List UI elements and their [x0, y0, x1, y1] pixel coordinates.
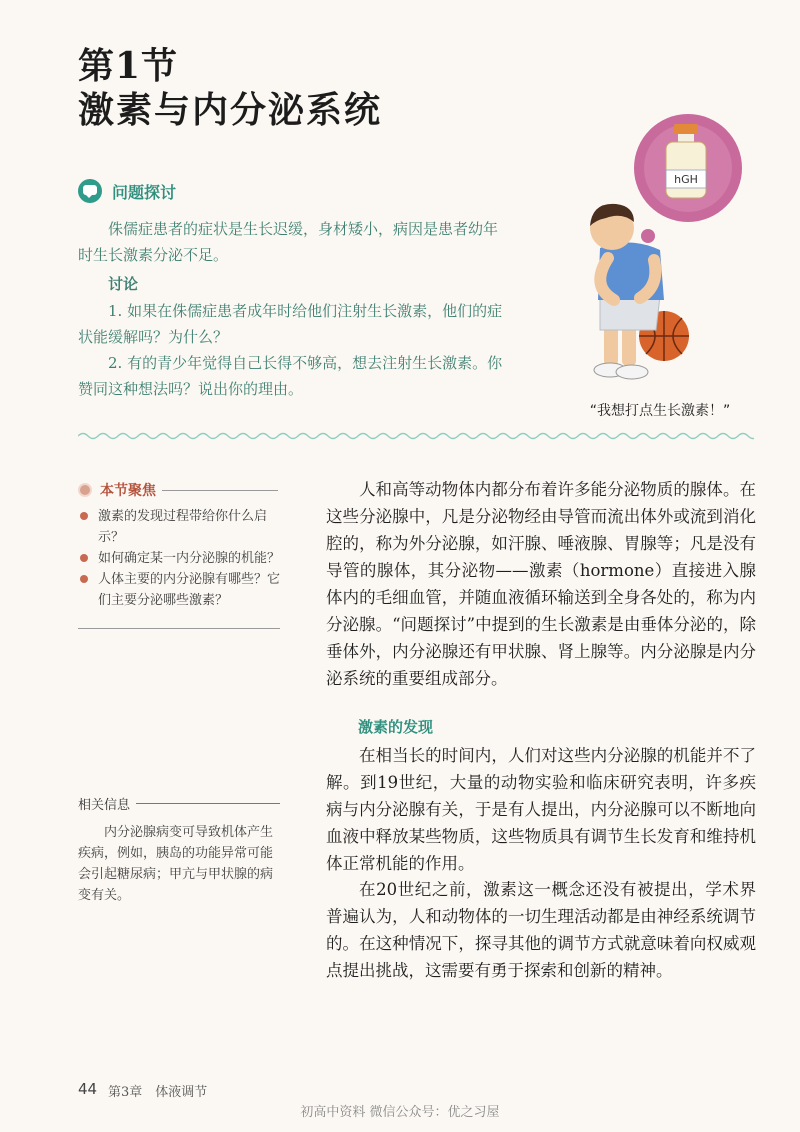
- body-paragraph-1: 人和高等动物体内都分布着许多能分泌物质的腺体。在这些分泌腺中，凡是分泌物经由导管而流出体外或流到消化腔的，称为外分泌腺，如汗腺、唾液腺、胃腺等；凡是没有导管的腺体，其分泌物——激素（hormone）直接进入腺体内的毛细血管，并随血液循环输送到全身各处的，称为内分泌腺。“问题探讨”中提到的生长激素是由垂体分泌的，除垂体外，内分泌腺还有甲状腺、肾上腺等。内分泌腺是内分泌系统的重要组成部分。: [326, 480, 756, 688]
- discussion-body: 侏儒症患者的症状是生长迟缓，身材矮小，病因是患者幼年时生长激素分泌不足。: [78, 220, 499, 264]
- discussion-label: 问题探讨: [112, 182, 177, 202]
- speech-bubble-icon: [78, 179, 102, 203]
- discussion-question-1: 1. 如果在侏儒症患者成年时给他们注射生长激素，他们的症状能缓解吗？为什么？: [78, 302, 503, 346]
- focus-list: [78, 506, 288, 611]
- subsection-heading: 激素的发现: [358, 718, 434, 736]
- watermark: 初高中资料 微信公众号：优之习屋: [300, 1105, 500, 1120]
- focus-header-rule: [162, 490, 278, 491]
- body-paragraph-2: 在相当长的时间内，人们对这些内分泌腺的机能并不了解。到19世纪，大量的动物实验和临床研究表明，许多疾病与内分泌腺有关，于是有人提出，内分泌腺可以不断地向血液中释放某些物质，这些物质具有调节生长发育和维持机体正常机能的作用。: [326, 746, 756, 873]
- section-title: 激素与内分泌系统: [78, 89, 383, 131]
- related-info-label: 相关信息: [78, 798, 131, 813]
- illustration-caption: “我想打点生长激素！”: [589, 403, 731, 419]
- focus-item: 如何确定某一内分泌腺的机能？: [78, 548, 288, 569]
- page-number: 44: [78, 1080, 98, 1098]
- wavy-divider: [78, 430, 754, 442]
- focus-header: [78, 480, 278, 500]
- chapter-label: 第3章 体液调节: [108, 1085, 208, 1100]
- discussion-question-2: 2. 有的青少年觉得自己长得不够高，想去注射生长激素。你赞同这种想法吗？说出你的理由。: [78, 354, 503, 398]
- focus-dot-icon: [78, 483, 92, 497]
- focus-label: 本节聚焦: [100, 483, 156, 499]
- discussion-sub-label: 讨论: [108, 275, 139, 293]
- related-info-body: 内分泌腺病变可导致机体产生疾病，例如，胰岛的功能异常可能会引起糖尿病；甲亢与甲状腺的病变有关。: [78, 825, 274, 903]
- focus-item: 人体主要的内分泌腺有哪些？它们主要分泌哪些激素？: [78, 569, 288, 611]
- section-number: 第1节: [78, 45, 179, 87]
- related-info-header: [78, 794, 280, 813]
- discussion-header: [78, 178, 176, 204]
- boy-figure: [590, 204, 689, 379]
- related-info-rule: [136, 803, 280, 804]
- body-paragraph-3: 在20世纪之前，激素这一概念还没有被提出，学术界普遍认为，人和动物体的一切生理活动都是由神经系统调节的。在这种情况下，探寻其他的调节方式就意味着向权威观点提出挑战，这需要有勇于探索和创新的精神。: [326, 880, 756, 980]
- focus-item: 激素的发现过程带给你什么启示？: [78, 506, 288, 548]
- boy-illustration: [560, 108, 760, 398]
- bottle-label: hGH: [674, 173, 698, 186]
- focus-bottom-rule: [78, 628, 280, 629]
